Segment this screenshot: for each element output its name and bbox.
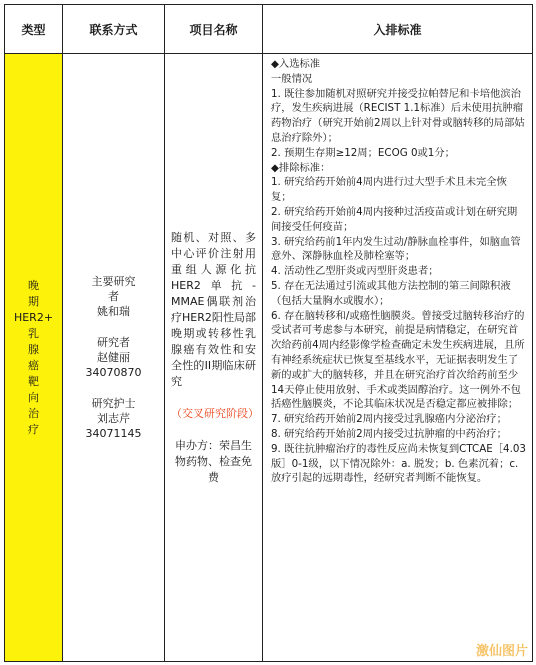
- type-char: HER2+: [13, 310, 54, 324]
- trial-table: [4, 4, 533, 662]
- contact-line: 者: [108, 290, 119, 303]
- type-char: 向: [28, 390, 39, 404]
- contact-line: 赵健丽: [97, 351, 130, 364]
- contact-nurse: [67, 396, 160, 441]
- header-row: [5, 5, 533, 54]
- type-char: 疗: [28, 422, 39, 436]
- header-type: 类型: [5, 5, 63, 54]
- type-char: 癌: [28, 358, 39, 372]
- trial-row: [5, 54, 533, 662]
- project-phase: （交叉研究阶段）: [171, 406, 259, 420]
- contact-line: 研究者: [97, 336, 130, 349]
- project-sponsor: 申办方：荣昌生物药物、检查免费: [175, 438, 252, 484]
- type-char: 乳: [28, 326, 39, 340]
- criteria-line: 1. 既往参加随机对照研究并接受拉帕替尼和卡培他滨治疗，发生疾病进展（RECIST 1.1标准）后未使用抗肿瘤药物治疗（研究开始前2周以上针对骨或脑转移的局部姑息治疗除外）；: [271, 87, 525, 144]
- header-project: 项目名称: [165, 5, 263, 54]
- criteria-line: 2. 预期生存期≥12周；ECOG 0或1分；: [271, 146, 455, 159]
- criteria-line: 8. 研究给药开始前2周内接受过抗肿瘤的中药治疗；: [271, 427, 507, 440]
- type-cell: [5, 54, 63, 662]
- contact-pi: [67, 274, 160, 319]
- criteria-cell: [263, 54, 533, 662]
- project-title: 随机、对照、多中心评价注射用重组人源化抗HER2单抗-MMAE偶联剂治疗HER2阳性局部晚期或转移性乳腺癌有效性和安全性的II期临床研究: [171, 230, 256, 388]
- contact-researcher: [67, 335, 160, 380]
- criteria-line: 3. 研究给药前1年内发生过动/静脉血栓事件，如脑血管意外、深静脉血栓及肺栓塞等；: [271, 235, 521, 263]
- criteria-line: 5. 存在无法通过引流或其他方法控制的第三间隙积液（包括大量胸水或腹水）；: [271, 279, 511, 307]
- type-char: 靶: [28, 374, 39, 388]
- contact-line: 刘志芹: [97, 412, 130, 425]
- type-char: 期: [28, 294, 39, 308]
- contact-line: 主要研究: [91, 275, 136, 288]
- header-criteria: 入排标准: [263, 5, 533, 54]
- contact-line: 34070870: [85, 366, 142, 379]
- watermark-logo: 激仙图片: [475, 644, 528, 659]
- criteria-line: 1. 研究给药开始前4周内进行过大型手术且未完全恢复；: [271, 176, 507, 204]
- criteria-line: 一般情况: [271, 72, 313, 85]
- contact-line: 研究护士: [91, 397, 136, 410]
- contact-line: 34071145: [85, 427, 142, 440]
- contact-cell: [63, 54, 165, 662]
- criteria-line: 9. 既往抗肿瘤治疗的毒性反应尚未恢复到CTCAE［4.03版］0-1级，以下情况除外：a. 脱发；b. 色素沉着；c. 放疗引起的远期毒性，经研究者判断不能恢复。: [271, 442, 526, 485]
- criteria-line: 7. 研究给药开始前2周内接受过乳腺癌内分泌治疗；: [271, 413, 507, 426]
- criteria-line: ◆排除标准：: [271, 161, 331, 174]
- criteria-line: ◆入选标准: [271, 58, 321, 70]
- criteria-line: 4. 活动性乙型肝炎或丙型肝炎患者；: [271, 265, 439, 278]
- header-contact: 联系方式: [63, 5, 165, 54]
- contact-line: 姚和瑞: [97, 305, 130, 318]
- project-cell: [165, 54, 263, 662]
- type-char: 晚: [28, 278, 39, 292]
- criteria-line: 6. 存在脑转移和/或癌性脑膜炎。曾接受过脑转移治疗的受试者可考虑参与本研究，前提是病情稳定，在研究首次给药前4周内经影像学检查确定未发生疾病进展，且所有神经系统症状已恢复至基线水平，无证据表明发生了新的或扩大的脑转移，并且在研究治疗首次给药前至少14天停止使用放射、手术或类固醇治疗。这一例外不包括癌性脑膜炎，不论其临床状况是否稳定都应被排除；: [271, 309, 525, 411]
- type-char: 腺: [28, 342, 39, 356]
- criteria-line: 2. 研究给药开始前4周内接种过活疫苗或计划在研究期间接受任何疫苗；: [271, 205, 518, 233]
- type-char: 治: [28, 406, 39, 420]
